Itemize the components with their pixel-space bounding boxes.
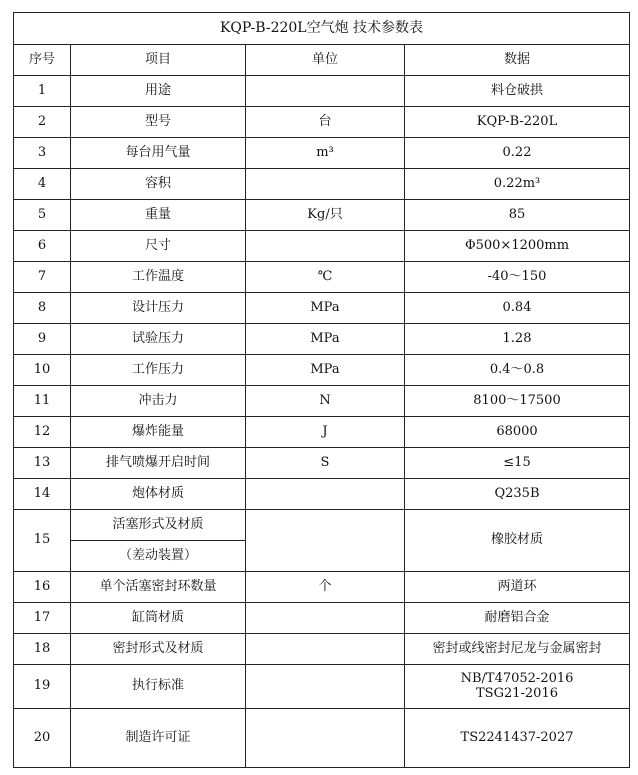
header-item: 项目	[71, 45, 246, 76]
row-unit: ℃	[246, 262, 405, 293]
row-value: 68000	[405, 417, 630, 448]
row-item: 试验压力	[71, 324, 246, 355]
row-item: 排气喷爆开启时间	[71, 448, 246, 479]
row-item: 单个活塞密封环数量	[71, 572, 246, 603]
row-no: 10	[14, 355, 71, 386]
row-unit: N	[246, 386, 405, 417]
row-item: 冲击力	[71, 386, 246, 417]
row-value: KQP-B-220L	[405, 107, 630, 138]
table-row	[14, 709, 630, 768]
row-item: 爆炸能量	[71, 417, 246, 448]
row-value: ≤15	[405, 448, 630, 479]
row-item: 密封形式及材质	[71, 634, 246, 665]
row-unit	[246, 665, 405, 709]
table-row	[14, 76, 630, 107]
row-item: 炮体材质	[71, 479, 246, 510]
row-item: 用途	[71, 76, 246, 107]
table-row	[14, 603, 630, 634]
row-no: 4	[14, 169, 71, 200]
row-no: 19	[14, 665, 71, 709]
row-item: 活塞形式及材质	[71, 510, 246, 541]
row-unit: Kg/只	[246, 200, 405, 231]
row-no: 11	[14, 386, 71, 417]
row-no: 20	[14, 709, 71, 768]
row-no: 8	[14, 293, 71, 324]
row-unit	[246, 634, 405, 665]
row-value: 料仓破拱	[405, 76, 630, 107]
row-value: 耐磨铝合金	[405, 603, 630, 634]
row-value: 0.22m³	[405, 169, 630, 200]
row-value: Φ500×1200mm	[405, 231, 630, 262]
row-value: TS2241437-2027	[405, 709, 630, 768]
row-no: 9	[14, 324, 71, 355]
row-no: 18	[14, 634, 71, 665]
table-row	[14, 417, 630, 448]
row-no: 13	[14, 448, 71, 479]
row-unit	[246, 510, 405, 572]
row-value: 两道环	[405, 572, 630, 603]
row-unit	[246, 76, 405, 107]
row-item: 设计压力	[71, 293, 246, 324]
row-item: 每台用气量	[71, 138, 246, 169]
row-item: 型号	[71, 107, 246, 138]
row-item: 缸筒材质	[71, 603, 246, 634]
table-row	[14, 107, 630, 138]
table-row	[14, 386, 630, 417]
row-item: 工作压力	[71, 355, 246, 386]
row-unit	[246, 603, 405, 634]
table-row	[14, 572, 630, 603]
table-row	[14, 231, 630, 262]
row-unit	[246, 169, 405, 200]
row-unit: m³	[246, 138, 405, 169]
row-no: 1	[14, 76, 71, 107]
row-value: 0.84	[405, 293, 630, 324]
table-title: KQP-B-220L空气炮 技术参数表	[14, 13, 630, 45]
row-value: Q235B	[405, 479, 630, 510]
row-unit: 个	[246, 572, 405, 603]
row-unit: MPa	[246, 293, 405, 324]
row-item: 重量	[71, 200, 246, 231]
row-item: 尺寸	[71, 231, 246, 262]
row-unit: 台	[246, 107, 405, 138]
row-value: 密封或线密封尼龙与金属密封	[405, 634, 630, 665]
table-row	[14, 510, 630, 541]
table-row	[14, 665, 630, 709]
row-no: 14	[14, 479, 71, 510]
row-no: 2	[14, 107, 71, 138]
row-unit: J	[246, 417, 405, 448]
table-row	[14, 355, 630, 386]
table-row	[14, 634, 630, 665]
row-unit	[246, 479, 405, 510]
row-unit: S	[246, 448, 405, 479]
table-row	[14, 479, 630, 510]
table-row	[14, 169, 630, 200]
row-value: 橡胶材质	[405, 510, 630, 572]
table-row	[14, 448, 630, 479]
table-row	[14, 200, 630, 231]
row-item: （差动装置）	[71, 541, 246, 572]
row-item: 容积	[71, 169, 246, 200]
row-no: 5	[14, 200, 71, 231]
table-row	[14, 138, 630, 169]
row-value: 85	[405, 200, 630, 231]
header-row	[14, 45, 630, 76]
row-unit: MPa	[246, 324, 405, 355]
value-line: NB/T47052-2016	[460, 670, 574, 686]
header-unit: 单位	[246, 45, 405, 76]
header-value: 数据	[405, 45, 630, 76]
row-value	[405, 665, 630, 709]
value-line: TSG21-2016	[476, 685, 558, 701]
spec-table	[13, 12, 630, 768]
row-value: 1.28	[405, 324, 630, 355]
header-no: 序号	[14, 45, 71, 76]
row-item: 工作温度	[71, 262, 246, 293]
row-no: 6	[14, 231, 71, 262]
row-no: 17	[14, 603, 71, 634]
table-row	[14, 293, 630, 324]
row-no: 7	[14, 262, 71, 293]
row-no: 16	[14, 572, 71, 603]
table-row	[14, 262, 630, 293]
row-value: 0.22	[405, 138, 630, 169]
row-unit: MPa	[246, 355, 405, 386]
row-no: 12	[14, 417, 71, 448]
row-no: 15	[14, 510, 71, 572]
row-value: -40～150	[405, 262, 630, 293]
row-unit	[246, 709, 405, 768]
row-item: 执行标准	[71, 665, 246, 709]
row-value: 8100～17500	[405, 386, 630, 417]
row-no: 3	[14, 138, 71, 169]
row-item: 制造许可证	[71, 709, 246, 768]
row-unit	[246, 231, 405, 262]
table-row	[14, 324, 630, 355]
row-value: 0.4～0.8	[405, 355, 630, 386]
